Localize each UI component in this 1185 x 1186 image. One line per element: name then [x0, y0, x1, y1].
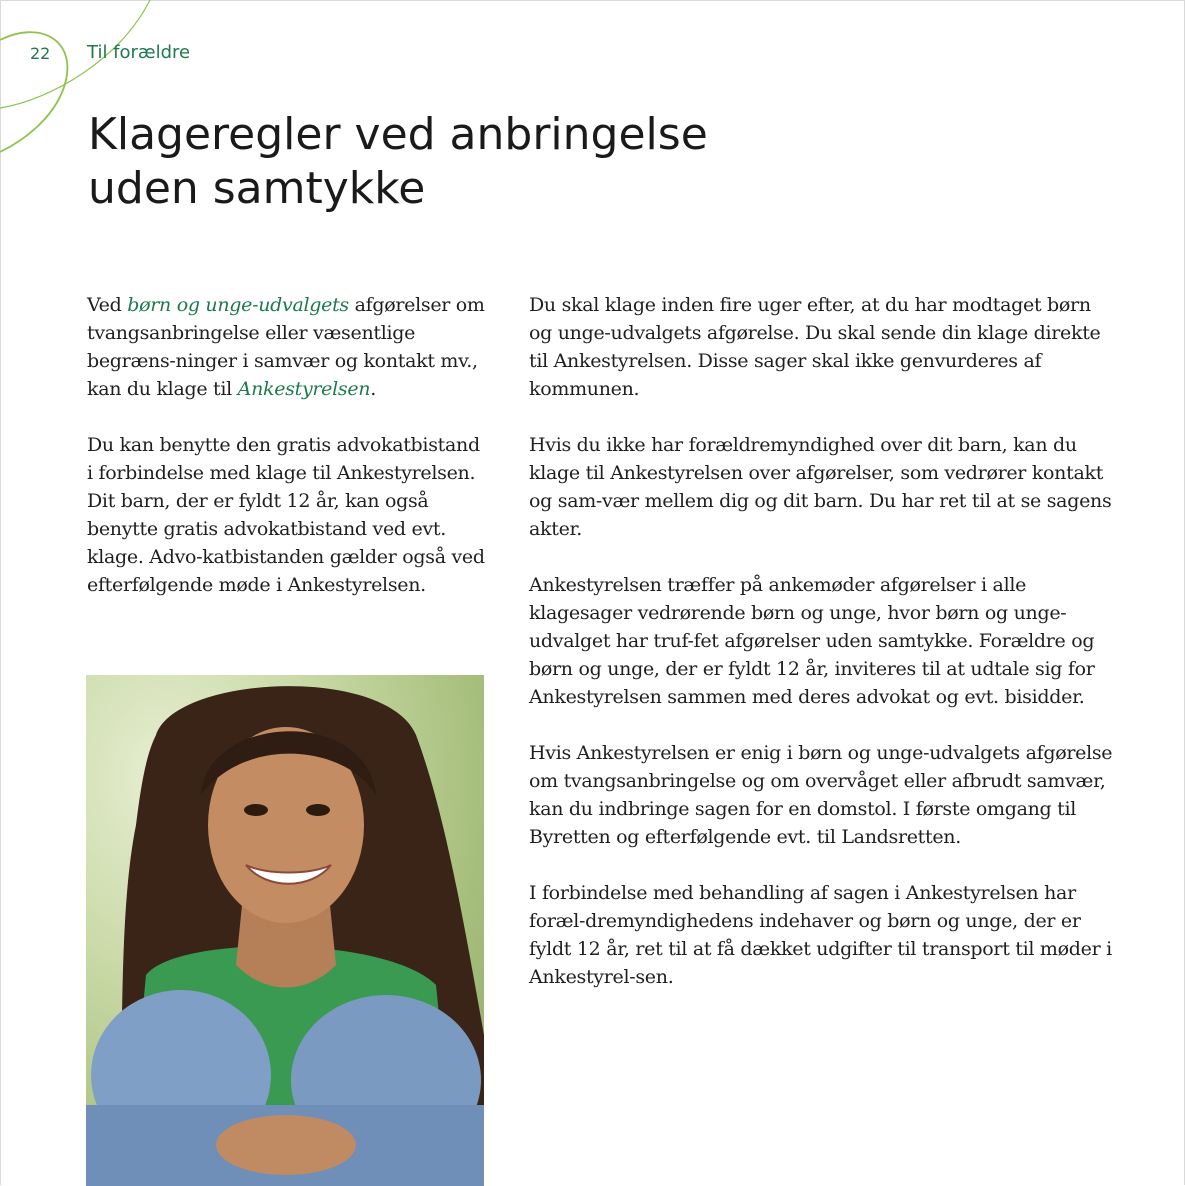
right-paragraph-2: Hvis du ikke har forældremyndighed over dit barn, kan du klage til Ankestyrelsen over afgørelser, som vedrører kontakt og sam-vær mellem dig og dit barn. Du har ret til at se sagens akter. [529, 434, 1112, 540]
left-paragraph-2: Du kan benytte den gratis advokatbistand i forbindelse med klage til Ankestyrelsen. Dit barn, der er fyldt 12 år, kan også benytte gratis advokatbistand ved evt. klage. Advo-katbistanden gælder også ved efterfølgende møde i Ankestyrelsen. [87, 434, 485, 596]
left-column [87, 291, 487, 627]
right-column [529, 291, 1119, 1019]
girl-photo [86, 675, 484, 1186]
right-paragraph-4: Hvis Ankestyrelsen er enig i børn og unge-udvalgets afgørelse om tvangsanbringelse og om overvåget eller afbrudt samvær, kan du indbringe sagen for en domstol. I første omgang til Byretten og efterfølgende evt. til Landsretten. [529, 742, 1113, 848]
title-line-2: uden samtykke [88, 163, 426, 214]
page-number: 22 [30, 44, 51, 63]
right-paragraph-5: I forbindelse med behandling af sagen i Ankestyrelsen har foræl-dremyndighedens indehaver og børn og unge, der er fyldt 12 år, ret til at få dækket udgifter til transport til møder i Ankestyrel-sen. [529, 882, 1112, 988]
link-born-og-unge-udvalg[interactable]: børn og unge-udvalgets [127, 294, 349, 316]
right-paragraph-3: Ankestyrelsen træffer på ankemøder afgørelser i alle klagesager vedrørende børn og unge, hvor børn og unge-udvalget har truf-fet afgørelser uden samtykke. Forældre og børn og unge, der er fyldt 12 år, inviteres til at udtale sig for Ankestyrelsen sammen med deres advokat og evt. bisidder. [529, 574, 1095, 708]
link-ankestyrelsen[interactable]: Ankestyrelsen [237, 378, 371, 400]
right-paragraph-1: Du skal klage inden fire uger efter, at du har modtaget børn og unge-udvalgets afgørelse. Du skal sende din klage direkte til Ankestyrelsen. Disse sager skal ikke genvurderes af kommunen. [529, 294, 1101, 400]
page-title [88, 108, 788, 216]
section-label: Til forældre [87, 42, 191, 63]
left-paragraph-1: Ved børn og unge-udvalgets afgørelser om tvangsanbringelse eller væsentlige begræns-ninger i samvær og kontakt mv., kan du klage til Ankestyrelsen. [87, 294, 485, 400]
girl-illustration [86, 675, 484, 1186]
title-line-1: Klageregler ved anbringelse [88, 109, 708, 160]
